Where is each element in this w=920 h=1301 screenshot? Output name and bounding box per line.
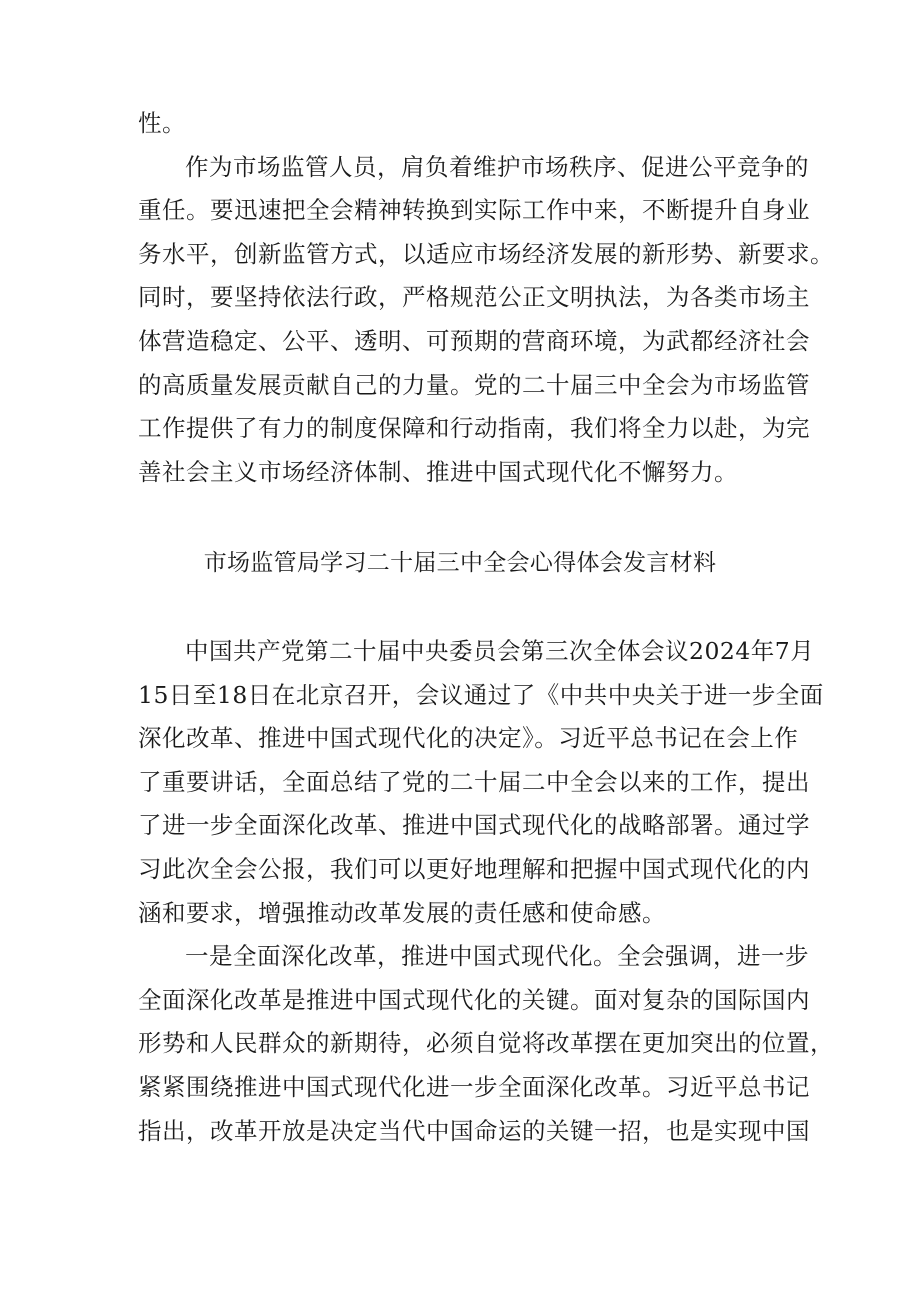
- text-line: 习此次全会公报，我们可以更好地理解和把握中国式现代化的内: [138, 854, 810, 883]
- text-line: 了进一步全面深化改革、推进中国式现代化的战略部署。通过学: [138, 811, 810, 840]
- text-line: 性。: [138, 109, 186, 137]
- text-line: 善社会主义市场经济体制、推进中国式现代化不懈努力。: [138, 457, 738, 486]
- text-line: 同时，要坚持依法行政，严格规范公正文明执法，为各类市场主: [138, 283, 810, 312]
- text-line: 深化改革、推进中国式现代化的决定》。习近平总书记在会上作: [138, 724, 799, 753]
- text-line: 涵和要求，增强推动改革发展的责任感和使命感。: [138, 898, 666, 927]
- document-title: 市场监管局学习二十届三中全会心得体会发言材料: [203, 550, 717, 576]
- text-line: 的高质量发展贡献自己的力量。党的二十届三中全会为市场监管: [138, 370, 810, 399]
- text-line: 全面深化改革是推进中国式现代化的关键。面对复杂的国际国内: [138, 985, 810, 1014]
- text-line: 了重要讲话，全面总结了党的二十届二中全会以来的工作，提出: [138, 767, 810, 796]
- text-line: 工作提供了有力的制度保障和行动指南，我们将全力以赴，为完: [138, 414, 810, 443]
- text-line: 体营造稳定、公平、透明、可预期的营商环境，为武都经济社会: [138, 326, 810, 355]
- section-1-text: [138, 102, 834, 494]
- section-2-text: [138, 630, 834, 1153]
- text-line: 务水平，创新监管方式，以适应市场经济发展的新形势、新要求。: [138, 239, 834, 268]
- text-line: 紧紧围绕推进中国式现代化进一步全面深化改革。习近平总书记: [138, 1072, 810, 1101]
- text-line: 中国共产党第二十届中央委员会第三次全体会议2024年7月: [185, 637, 815, 665]
- text-line: 重任。要迅速把全会精神转换到实际工作中来，不断提升自身业: [138, 196, 810, 225]
- text-line: 15日至18日在北京召开，会议通过了《中共中央关于进一步全面: [138, 680, 824, 709]
- text-line: 形势和人民群众的新期待，必须自觉将改革摆在更加突出的位置，: [138, 1029, 834, 1058]
- text-line: 作为市场监管人员，肩负着维护市场秩序、促进公平竞争的: [185, 152, 809, 181]
- text-line: 一是全面深化改革，推进中国式现代化。全会强调，进一步: [185, 942, 809, 971]
- text-line: 指出，改革开放是决定当代中国命运的关键一招，也是实现中国: [138, 1116, 810, 1145]
